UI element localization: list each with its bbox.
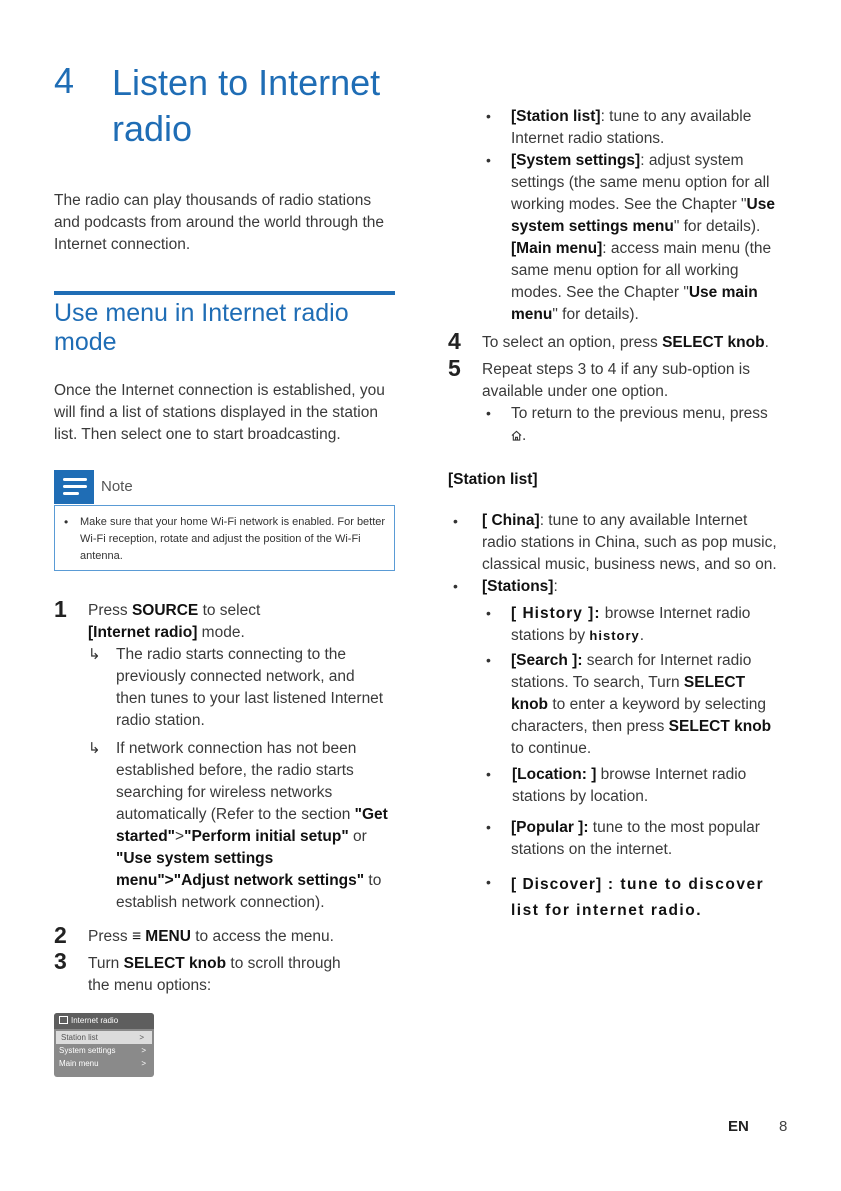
step-5-text: Repeat steps 3 to 4 if any sub-option is available under one option. bbox=[482, 361, 750, 400]
station-discover: [ Discover] : tune to discover list for internet radio. bbox=[511, 876, 765, 919]
menu-opt-system-settings: [System settings]: adjust system settings (the same menu option for all working modes. See the Chapter "Use system settings menu" for details). bbox=[511, 152, 775, 235]
station-china: [ China]: tune to any available Internet radio stations in China, such as pop music, classical music, business news, and so on. bbox=[482, 512, 777, 573]
bullet: • bbox=[486, 152, 491, 168]
bullet: • bbox=[453, 578, 458, 594]
arrow-icon: ↳ bbox=[88, 646, 101, 663]
section-body: Once the Internet connection is established, you will find a list of stations displayed in the station list. Then select one to start broadcasting. bbox=[54, 382, 385, 443]
step-1-number: 1 bbox=[54, 596, 67, 622]
section-title: Use menu in Internet radio mode bbox=[54, 299, 349, 356]
bullet: • bbox=[486, 108, 491, 124]
screen-row: System settings > bbox=[59, 1046, 146, 1055]
station-list-heading: [Station list] bbox=[448, 471, 538, 488]
chapter-title: Listen to Internet radio bbox=[112, 62, 381, 149]
step-1-result-2: If network connection has not been established before, the radio starts searching for wireless networks automatically (Refer to the section "Get started">"Perform initial setup" or "Use system settings menu">"Adjust network settings" to establish network connection). bbox=[116, 740, 388, 911]
note-icon bbox=[54, 470, 94, 504]
page-number: 8 bbox=[779, 1118, 788, 1135]
station-search: [Search ]: search for Internet radio stations. To search, Turn SELECT knob to enter a keyword by selecting characters, then press SELECT knob to continue. bbox=[511, 652, 772, 757]
note-text: Make sure that your home Wi-Fi network is enabled. For better Wi-Fi reception, rotate and adjust the position of the Wi-Fi antenna. bbox=[80, 516, 386, 562]
arrow-icon: ↳ bbox=[88, 740, 101, 757]
bullet: • bbox=[486, 874, 491, 890]
home-icon bbox=[511, 430, 522, 441]
bullet: • bbox=[486, 766, 491, 782]
step-5-sub: To return to the previous menu, press . bbox=[511, 405, 768, 444]
step-4-text: To select an option, press SELECT knob. bbox=[482, 334, 769, 351]
intro-text: The radio can play thousands of radio stations and podcasts from around the world through the Internet connection. bbox=[54, 192, 385, 253]
station-history: [ History ]: browse Internet radio stations by history. bbox=[511, 605, 751, 644]
chapter-number: 4 bbox=[54, 60, 75, 101]
step-2-text: Press ≡ MENU to access the menu. bbox=[88, 928, 334, 945]
note-label: Note bbox=[101, 478, 133, 495]
section-rule bbox=[54, 291, 395, 295]
bullet: • bbox=[453, 513, 458, 529]
step-1-text: Press SOURCE to select [Internet radio] mode. bbox=[88, 602, 261, 641]
screen-row: Main menu > bbox=[59, 1059, 146, 1068]
step-5-number: 5 bbox=[448, 355, 461, 381]
footer-language: EN bbox=[728, 1118, 749, 1135]
step-3-text: Turn SELECT knob to scroll through the menu options: bbox=[88, 955, 341, 994]
step-2-number: 2 bbox=[54, 922, 67, 948]
screen-header: Internet radio bbox=[54, 1013, 154, 1029]
bullet: • bbox=[486, 652, 491, 668]
menu-opt-station-list: [Station list]: tune to any available Internet radio stations. bbox=[511, 108, 752, 147]
radio-display-screen bbox=[54, 1013, 154, 1077]
station-stations: [Stations]: bbox=[482, 578, 558, 595]
step-4-number: 4 bbox=[448, 328, 461, 354]
station-popular: [Popular ]: tune to the most popular stations on the internet. bbox=[511, 819, 760, 858]
screen-row: Station list > bbox=[56, 1031, 152, 1044]
bullet: • bbox=[486, 405, 491, 421]
bullet: • bbox=[486, 605, 491, 621]
note-bullet: • bbox=[64, 515, 69, 529]
list-icon bbox=[59, 1016, 68, 1024]
step-3-number: 3 bbox=[54, 948, 67, 974]
menu-opt-main-menu: [Main menu]: access main menu (the same menu option for all working modes. See the Chapter "Use main menu" for details). bbox=[511, 240, 772, 323]
station-location: [Location: ] browse Internet radio stations by location. bbox=[512, 766, 747, 805]
bullet: • bbox=[486, 819, 491, 835]
step-1-result-1: The radio starts connecting to the previously connected network, and then tunes to your last listened Internet radio station. bbox=[116, 646, 384, 729]
